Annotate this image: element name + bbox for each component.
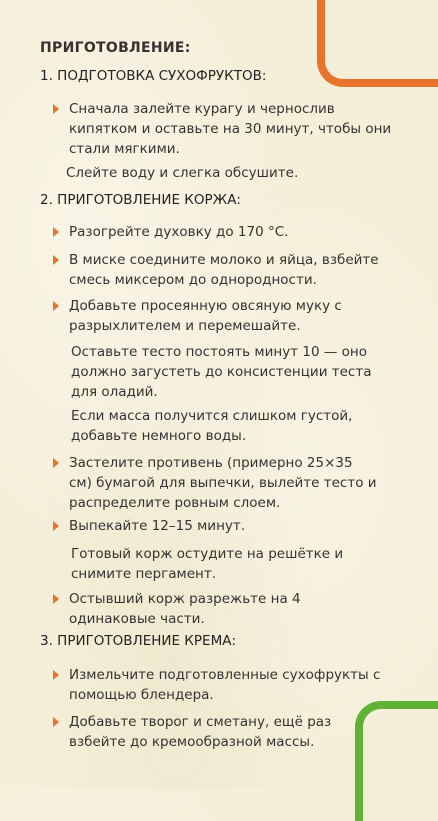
step-text-line: Измельчите подготовленные сухофрукты с <box>69 667 381 683</box>
step-text-line: кипятком и оставьте на 30 минут, чтобы они <box>69 121 392 137</box>
bullet-arrow-icon <box>53 521 59 531</box>
step-text-line: Разогрейте духовку до 170 °С. <box>69 224 289 240</box>
step-text-line: Выпекайте 12–15 минут. <box>69 518 246 534</box>
step-text-line: см) бумагой для выпечки, вылейте тесто и <box>69 475 377 491</box>
decorative-orange-corner <box>317 0 438 87</box>
bullet-arrow-icon <box>53 594 59 604</box>
bullet-arrow-icon <box>53 717 59 727</box>
step-text-line: взбейте до кремообразной массы. <box>69 734 315 750</box>
step-text-line: Добавьте творог и сметану, ещё раз <box>69 714 332 730</box>
note-text-line: Оставьте тесто постоять минут 10 — оно <box>71 344 367 360</box>
bullet-arrow-icon <box>53 458 59 468</box>
step-text-line: разрыхлителем и перемешайте. <box>69 318 301 334</box>
step-text-line: смесь миксером до однородности. <box>69 272 317 288</box>
step-text-line: Добавьте просеянную овсяную муку с <box>69 298 342 314</box>
step-text-line: Остывший корж разрежьте на 4 <box>69 591 301 607</box>
step-text-line: стали мягкими. <box>69 141 180 157</box>
note-text-line: должно загустеть до консистенции теста <box>71 364 372 380</box>
note-text-line: Слейте воду и слегка обсушите. <box>66 165 299 181</box>
step-text-line: одинаковые части. <box>69 611 205 627</box>
bullet-arrow-icon <box>53 670 59 680</box>
note-text-line: Готовый корж остудите на решётке и <box>71 546 344 562</box>
note-text-line: добавьте немного воды. <box>71 428 247 444</box>
decorative-green-corner <box>355 701 438 821</box>
step-text-line: Застелите противень (примерно 25×35 <box>69 455 353 471</box>
section-heading: 3. ПРИГОТОВЛЕНИЕ КРЕМА: <box>40 633 236 649</box>
bullet-arrow-icon <box>53 227 59 237</box>
bullet-arrow-icon <box>53 104 59 114</box>
note-text-line: Если масса получится слишком густой, <box>71 408 353 424</box>
bullet-arrow-icon <box>53 301 59 311</box>
page-title: ПРИГОТОВЛЕНИЕ: <box>40 40 191 56</box>
note-text-line: для оладий. <box>71 384 158 400</box>
step-text-line: помощью блендера. <box>69 687 214 703</box>
step-text-line: распределите ровным слоем. <box>69 495 281 511</box>
section-heading: 2. ПРИГОТОВЛЕНИЕ КОРЖА: <box>40 192 241 208</box>
section-heading: 1. ПОДГОТОВКА СУХОФРУКТОВ: <box>40 68 267 84</box>
step-text-line: Сначала залейте курагу и чернослив <box>69 101 335 117</box>
bullet-arrow-icon <box>53 255 59 265</box>
note-text-line: снимите пергамент. <box>71 566 216 582</box>
step-text-line: В миске соедините молоко и яйца, взбейте <box>69 252 379 268</box>
